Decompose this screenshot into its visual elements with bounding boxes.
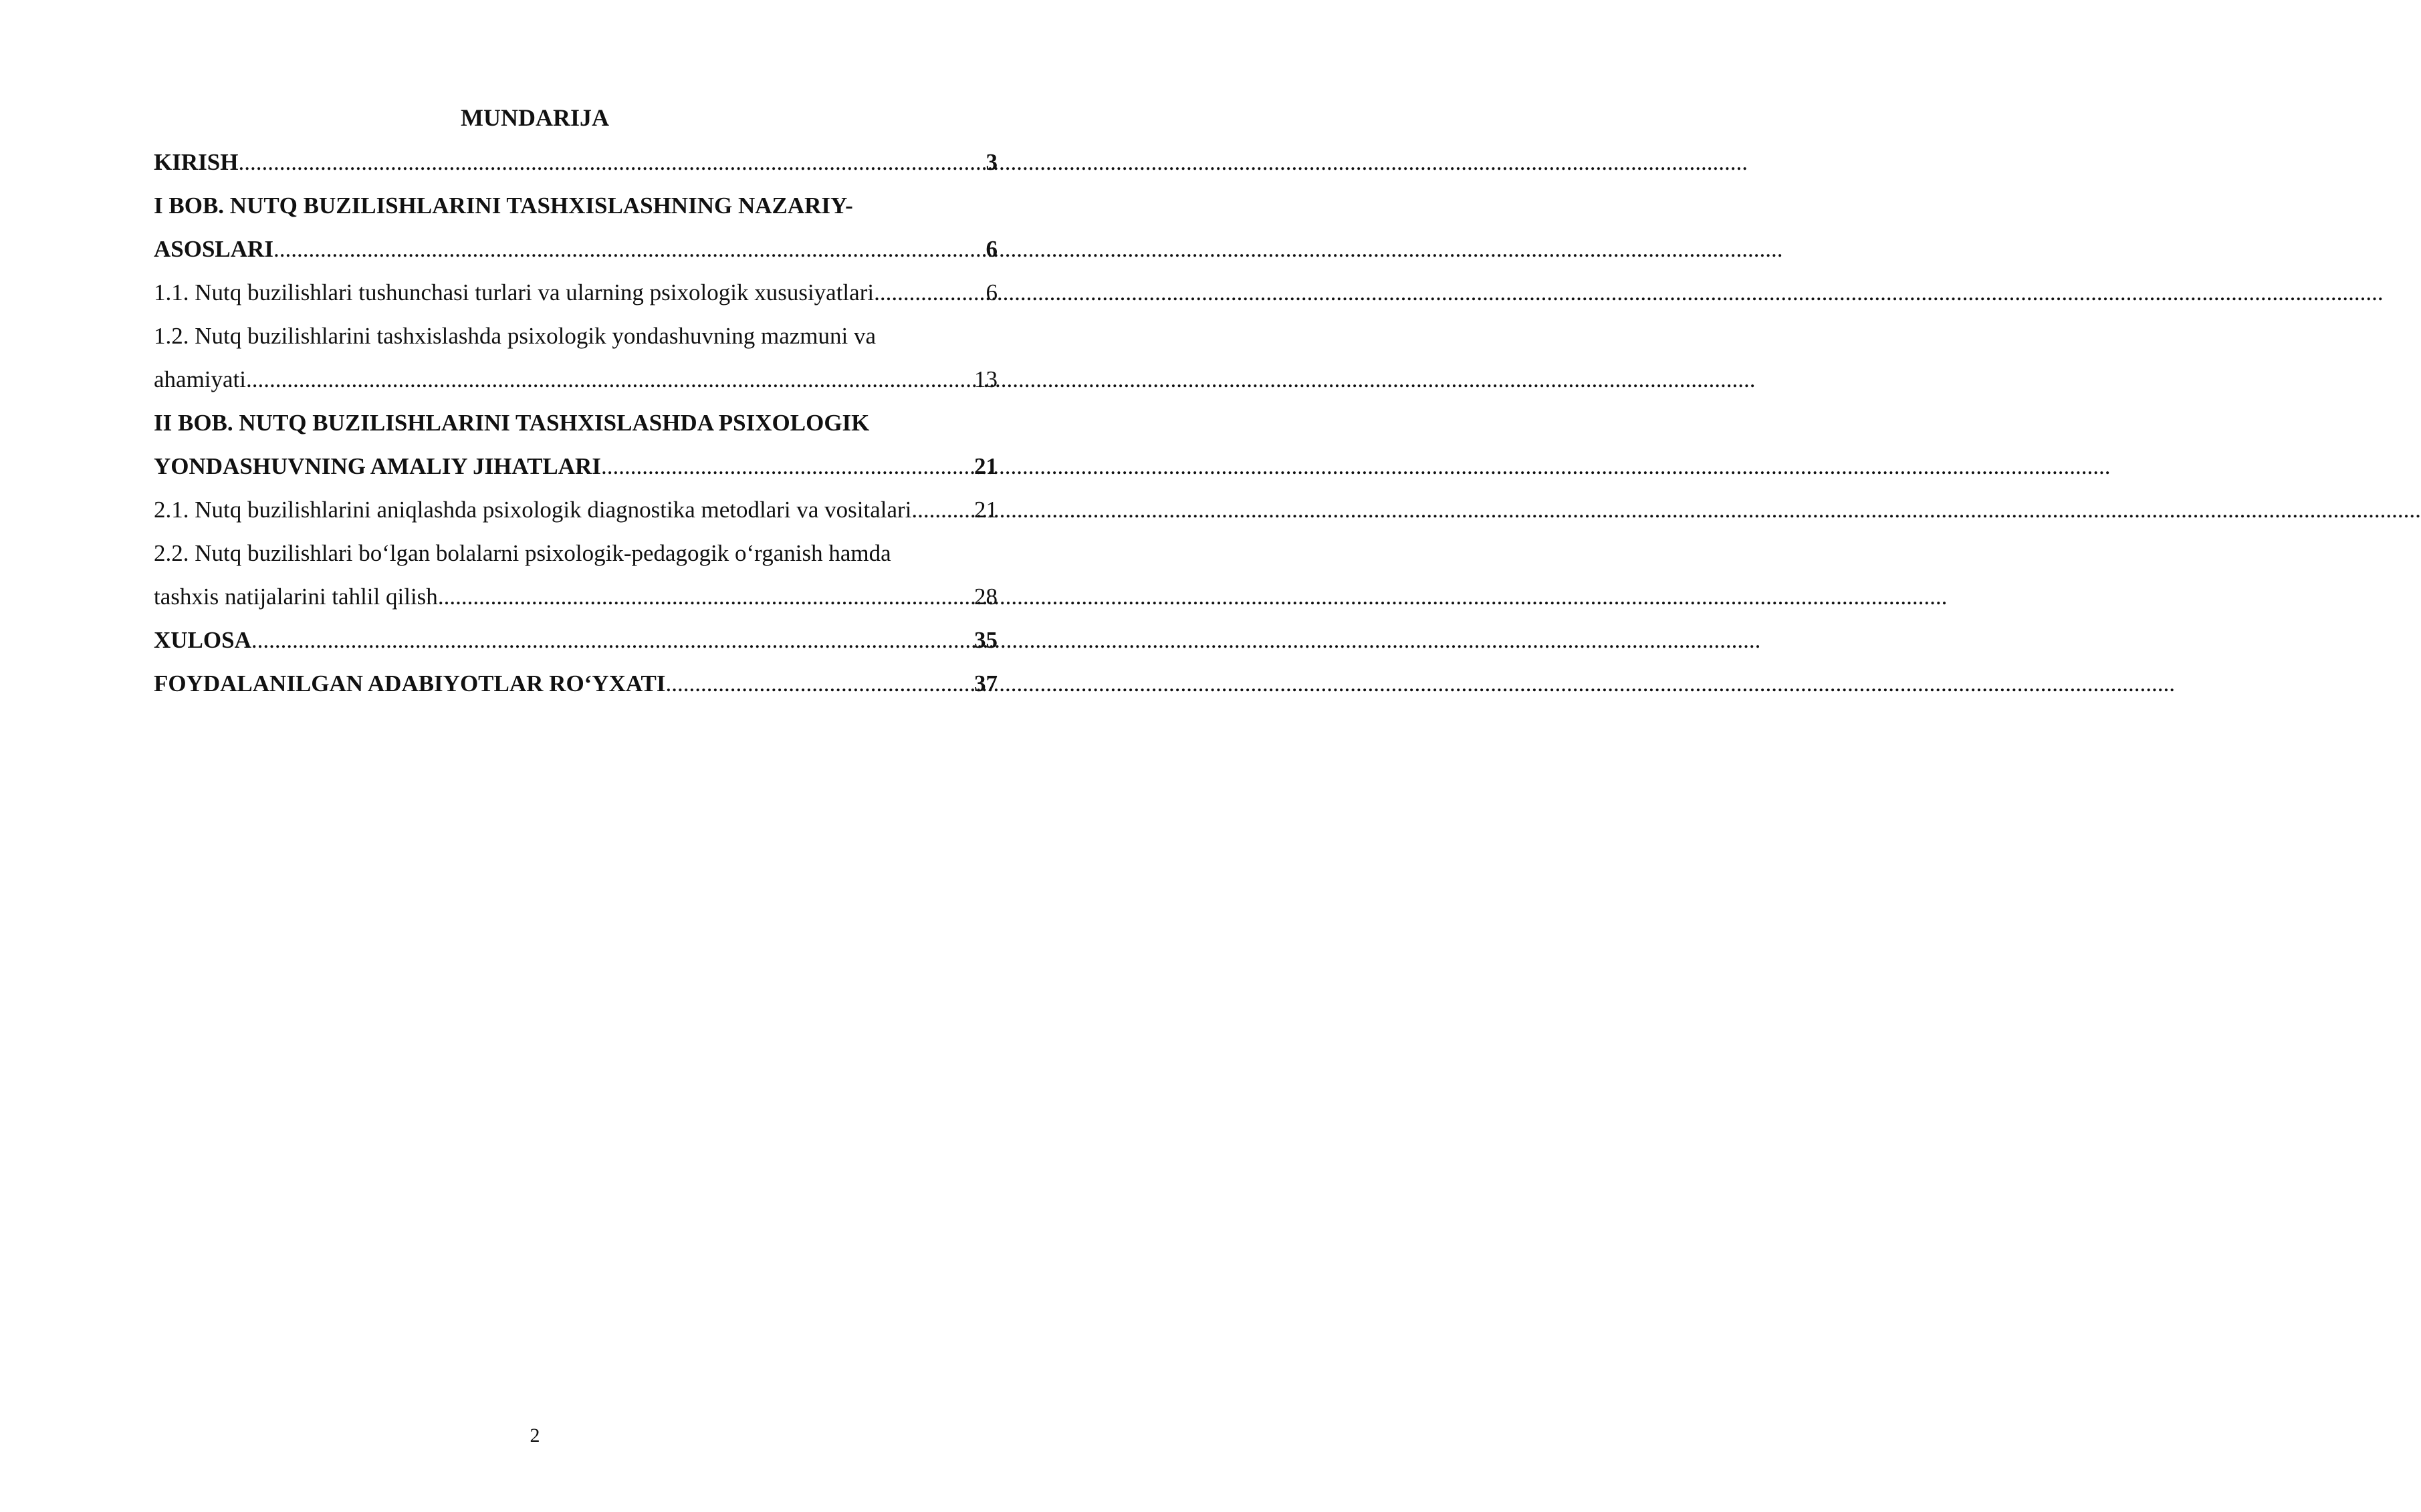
toc-entry-s1-2[interactable] [154,314,998,401]
toc-entry-page-number: 35 [974,627,998,653]
dot-leader [273,227,986,271]
dot-leader [601,445,973,488]
toc-entry-title-line: I BOB. NUTQ BUZILISHLARINI TASHXISLASHNING NAZARIY- [154,193,853,219]
toc-entry-adabiyot[interactable] [154,662,998,705]
toc-entry-kirish[interactable] [154,140,998,184]
toc-heading: MUNDARIJA [461,104,609,131]
toc-entry-xulosa[interactable] [154,618,998,662]
toc-entry-title: 1.1. Nutq buzilishlari tushunchasi turlari va ularning psixologik xususiyatlari [154,279,875,305]
toc-entry-title: KIRISH [154,149,239,175]
toc-entry-title: FOYDALANILGAN ADABIYOTLAR RO‘YXATI [154,670,666,697]
toc-entry-s2-1[interactable] [154,488,998,531]
toc-entry-page-number: 6 [986,236,998,262]
toc-entry-page-number: 28 [974,584,998,610]
toc-entry-page-number: 3 [986,149,998,175]
toc-entry-page-number: 21 [974,453,998,479]
dot-leader [874,271,985,314]
dot-leader [238,140,985,184]
page-number: 2 [530,1424,540,1446]
toc-entry-title: tashxis natijalarini tahlil qilish [154,584,438,610]
toc-entry-s1-1[interactable] [154,271,998,314]
toc-entry-page-number: 6 [986,279,998,305]
toc-entry-bob1[interactable] [154,184,998,271]
toc-entry-s2-2[interactable] [154,531,998,618]
toc-entry-page-number: 37 [974,670,998,697]
toc-entry-bob2[interactable] [154,401,998,488]
dot-leader [666,662,973,705]
dot-leader [246,358,973,401]
toc-entry-title-line: 2.2. Nutq buzilishlari bo‘lgan bolalarni psixologik-pedagogik o‘rganish hamda [154,540,891,566]
toc-entry-title: YONDASHUVNING AMALIY JIHATLARI [154,453,601,479]
table-of-contents [154,140,998,705]
toc-entry-page-number: 13 [974,366,998,392]
document-page [0,0,1070,1512]
toc-entry-title: XULOSA [154,627,251,653]
toc-entry-title: ahamiyati [154,366,247,392]
toc-entry-title: 2.1. Nutq buzilishlarini aniqlashda psixologik diagnostika metodlari va vositalari [154,497,912,523]
toc-entry-title: ASOSLARI [154,236,273,262]
toc-entry-title-line: 1.2. Nutq buzilishlarini tashxislashda psixologik yondashuvning mazmuni va [154,323,877,349]
toc-entry-title-line: II BOB. NUTQ BUZILISHLARINI TASHXISLASHDA PSIXOLOGIK [154,410,870,436]
dot-leader [911,488,973,531]
dot-leader [438,575,973,618]
toc-entry-page-number: 21 [974,497,998,523]
dot-leader [251,618,973,662]
